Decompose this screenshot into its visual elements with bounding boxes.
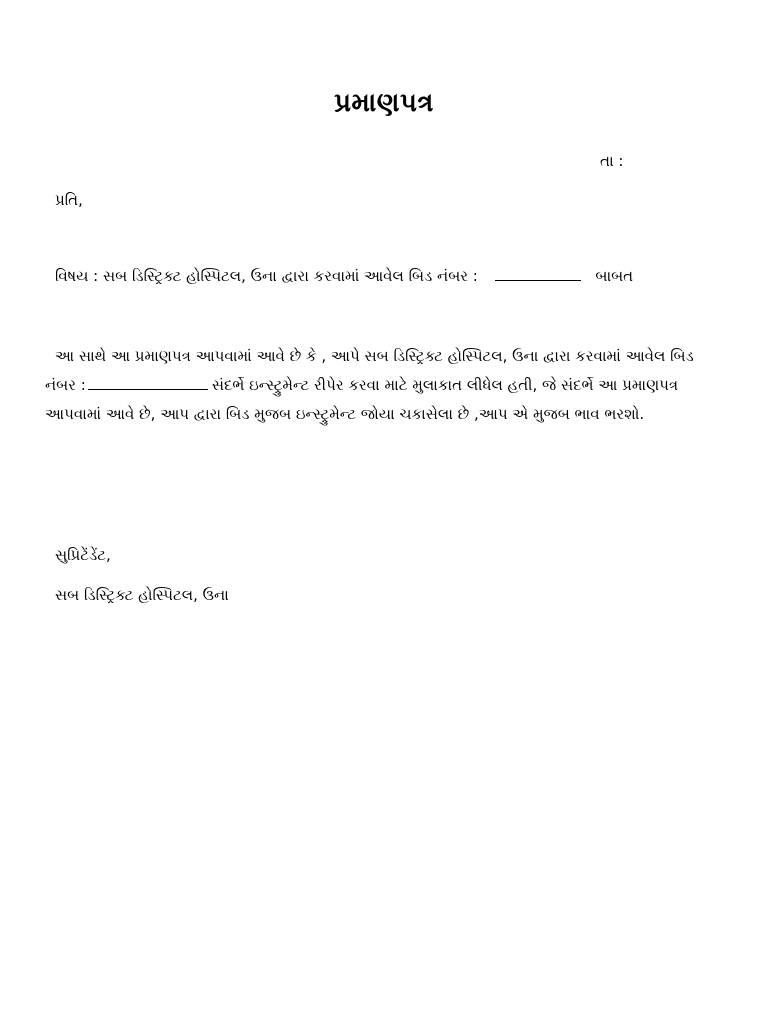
- signature-organization: સબ ડિસ્ટ્રિક્ટ હોસ્પિટલ, ઉના: [55, 586, 229, 604]
- signature-title: સુપ્રિટેંડેંટ,: [55, 546, 111, 564]
- bid-number-blank: [495, 279, 581, 281]
- date-label: તા :: [600, 152, 624, 170]
- subject-suffix: બાબત: [595, 267, 634, 285]
- page-title: પ્રમાણપત્ર: [334, 88, 434, 118]
- body-part-2: સંદર્ભે ઇન્સ્ટ્રુમેન્ટ રીપેર કરવા માટે મુલાકાત લીધેલ હતી, જે સંદર્ભે આ પ્રમાણપત્ર આપવામાં આવે છે, આપ દ્વારા બિડ મુજબ ઇન્સ્ટ્રુમેન્ટ જોયા ચકાસેલા છે ,આપ એ મુજબ ભાવ ભરશો.: [45, 376, 679, 423]
- recipient-label: પ્રતિ,: [55, 191, 83, 209]
- body-part-1: આ સાથે આ પ્રમાણપત્ર આપવામાં આવે છે કે , આપે સબ ડિસ્ટ્રિક્ટ હોસ્પિટલ, ઉના દ્વારા કરવામાં આવેલ બિડ નંબર :: [45, 347, 694, 394]
- body-bid-number-blank: [88, 388, 208, 390]
- subject-line: [55, 267, 735, 285]
- body-paragraph: [45, 342, 715, 429]
- subject-prefix: વિષય : સબ ડિસ્ટ્રિક્ટ હોસ્પિટલ, ઉના દ્વારા કરવામાં આવેલ બિડ નંબર :: [55, 267, 478, 285]
